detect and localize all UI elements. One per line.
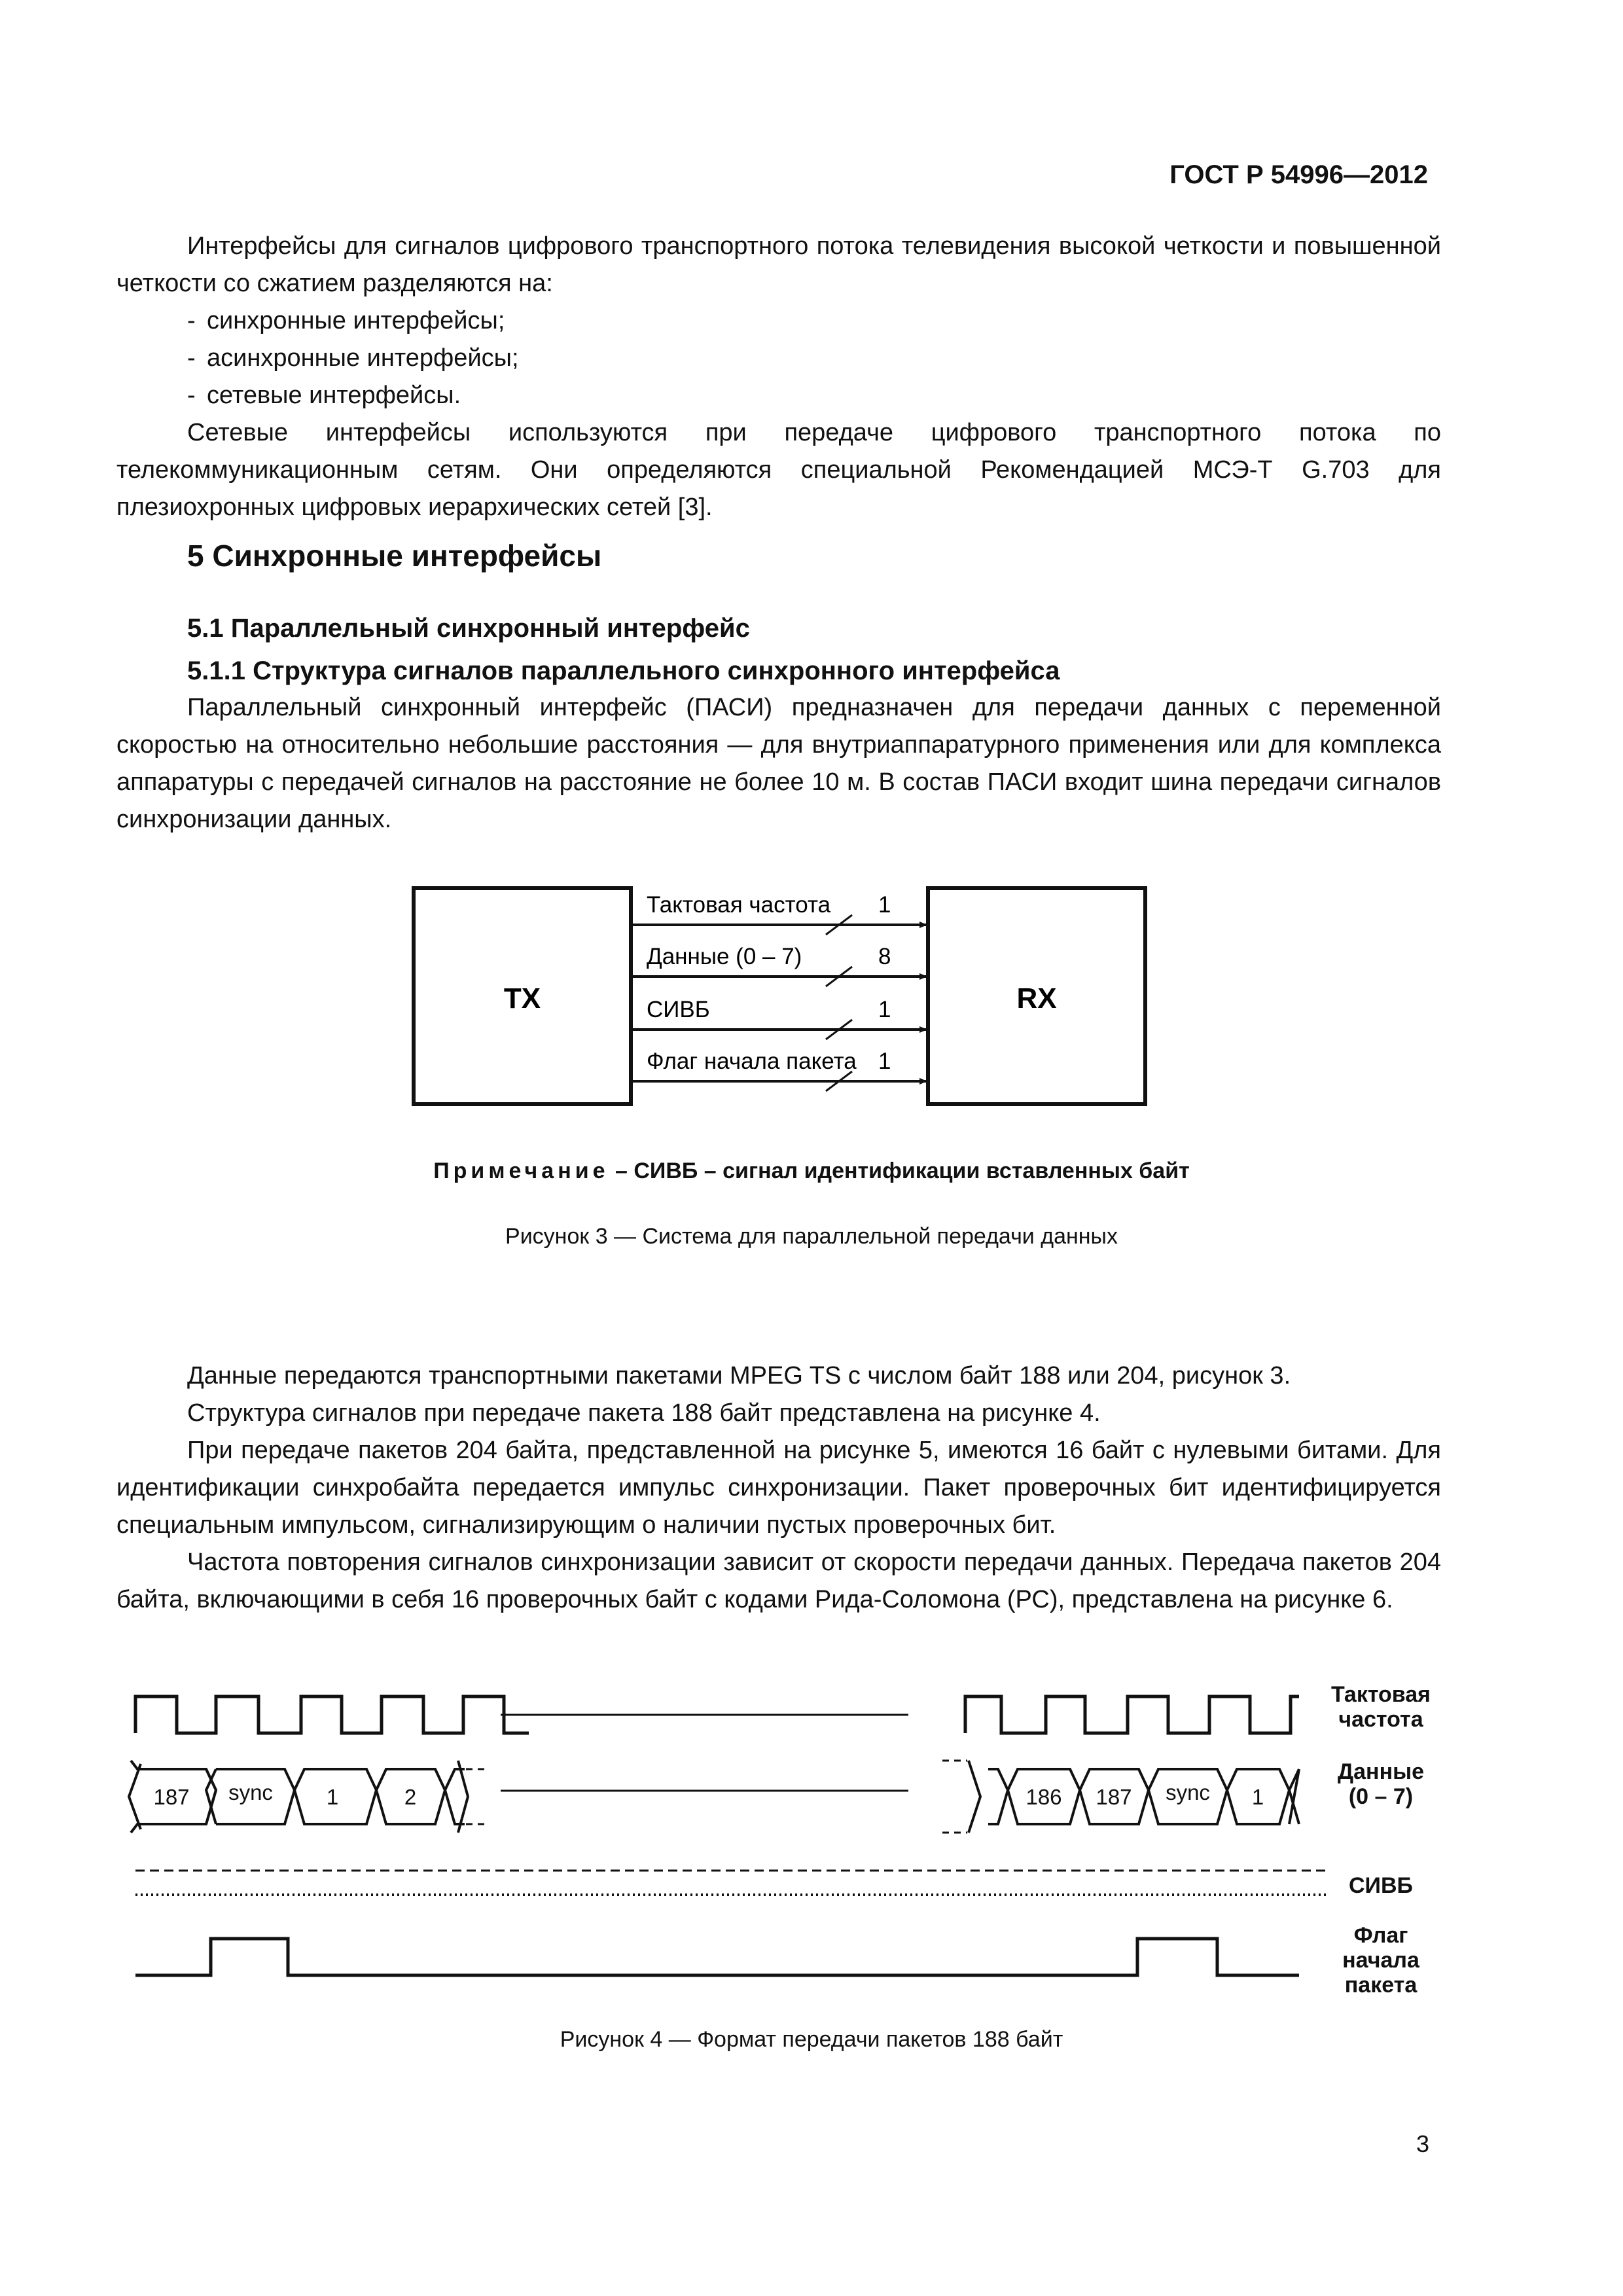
rx-label: RX (1016, 982, 1057, 1014)
right-byte-1: 1 (1251, 1785, 1264, 1809)
clock-waveform-right (965, 1696, 1299, 1733)
body-paragraph-4: Частота повторения сигналов синхронизации зависит от скорости передачи данных. Передача пакетов 204 байта, включающими в себя 16 проверочных байт с кодами Рида-Соломона (РС), представлена на рисунке 6. (116, 1549, 1441, 1613)
label-data-line2: (0 – 7) (1348, 1784, 1414, 1809)
clock-label: Тактовая частота (647, 892, 831, 918)
figure-3-caption: Рисунок 3 — Система для параллельной передачи данных (505, 1224, 1118, 1249)
sivb-label: СИВБ (647, 997, 710, 1022)
left-byte-187: 187 (153, 1785, 190, 1809)
standard-code: ГОСТ Р 54996—2012 (1169, 160, 1428, 189)
flag-waveform (135, 1939, 1299, 1975)
figure-3-diagram (0, 851, 1623, 1126)
section-5-heading: 5 Синхронные интерфейсы (187, 539, 602, 573)
section-5-1-heading: 5.1 Параллельный синхронный интерфейс (187, 614, 750, 643)
right-byte-sync: sync (1166, 1780, 1210, 1804)
label-clock-line2: частота (1338, 1707, 1423, 1732)
label-clock-line1: Тактовая (1330, 1682, 1431, 1707)
section-5-1-1-heading: 5.1.1 Структура сигналов параллельного синхронного интерфейса (187, 656, 1060, 685)
list-item-async: - асинхронные интерфейсы; (187, 344, 519, 372)
figure-4-timing-diagram (0, 1662, 1623, 2003)
label-sivb: СИВБ (1349, 1873, 1413, 1898)
flag-count: 1 (878, 1049, 891, 1074)
section-5-1-1-paragraph: Параллельный синхронный интерфейс (ПАСИ) предназначен для передачи данных с переменной скоростью на относительно небольшие расстояния — для внутриаппаратурного применения или для комплекса аппаратуры с передачей сигналов на расстояние не более 10 м. В состав ПАСИ входит шина передачи сигналов синхронизации данных. (116, 694, 1441, 833)
page-number: 3 (1416, 2130, 1429, 2157)
label-flag-line1: Флаг (1353, 1923, 1408, 1948)
left-byte-sync: sync (228, 1780, 273, 1804)
data-bus-right-dashes (942, 1761, 967, 1833)
clock-count: 1 (878, 892, 891, 918)
left-byte-1: 1 (326, 1785, 339, 1809)
data-count: 8 (878, 944, 891, 969)
sivb-count: 1 (878, 997, 891, 1022)
intro-paragraph-2: Сетевые интерфейсы используются при передаче цифрового транспортного потока по телекоммуникационным сетям. Они определяются специальной Рекомендацией МСЭ-Т G.703 для плезиохронных цифровых иерархических сетей [3]. (116, 419, 1441, 521)
body-paragraph-1: Данные передаются транспортными пакетами MPEG TS с числом байт 188 или 204, рисунок 3. (187, 1362, 1291, 1390)
body-paragraph-2: Структура сигналов при передаче пакета 188 байт представлена на рисунке 4. (187, 1399, 1101, 1427)
list-item-network: - сетевые интерфейсы. (187, 382, 461, 409)
figure-4-caption: Рисунок 4 — Формат передачи пакетов 188 байт (560, 2027, 1063, 2052)
list-item-sync: - синхронные интерфейсы; (187, 307, 505, 334)
right-byte-187: 187 (1096, 1785, 1132, 1809)
body-paragraph-3: При передаче пакетов 204 байта, представленной на рисунке 5, имеются 16 байт с нулевыми битами. Для идентификации синхробайта передается импульс синхронизации. Пакет проверочных бит идентифицируется специальным импульсом, сигнализирующим о наличии пустых проверочных бит. (116, 1437, 1441, 1539)
data-bus-right (969, 1761, 1299, 1833)
data-label: Данные (0 – 7) (647, 944, 802, 969)
label-flag-line3: пакета (1344, 1973, 1418, 1998)
intro-paragraph-1: Интерфейсы для сигналов цифрового транспортного потока телевидения высокой четкости и повышенной четкости со сжатием разделяются на: (116, 232, 1441, 297)
left-byte-2: 2 (404, 1785, 417, 1809)
label-flag-line2: начала (1342, 1948, 1419, 1973)
figure-3-note: Примечание – СИВБ – сигнал идентификации вставленных байт (433, 1158, 1190, 1183)
tx-label: TX (503, 982, 541, 1014)
right-byte-186: 186 (1026, 1785, 1062, 1809)
label-data-line1: Данные (1337, 1759, 1425, 1784)
flag-label: Флаг начала пакета (647, 1049, 857, 1074)
clock-waveform-left (135, 1696, 529, 1733)
